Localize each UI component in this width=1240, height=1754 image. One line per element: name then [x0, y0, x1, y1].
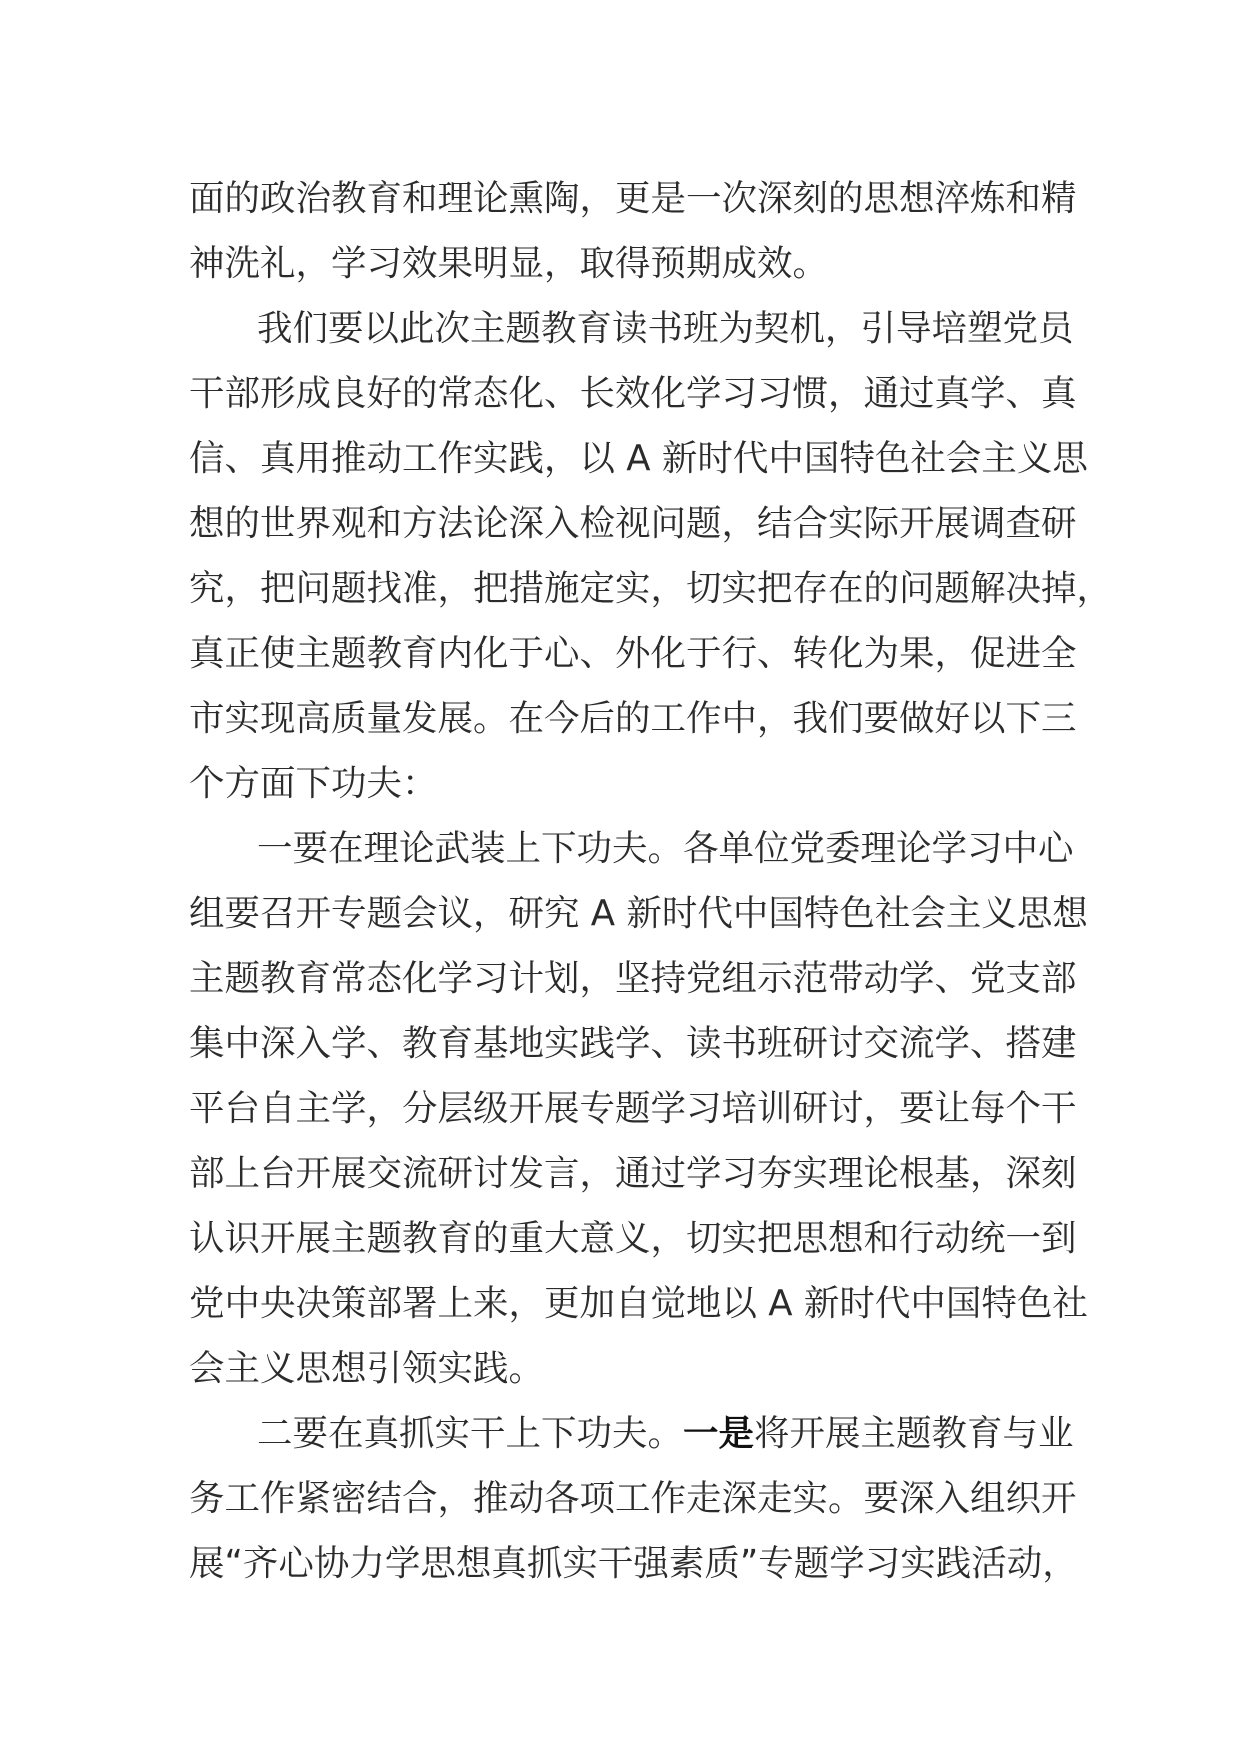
text-line: 务工作紧密结合，推动各项工作走深走实。要深入组织开 [189, 1478, 1077, 1519]
text-line: 展“齐心协力学思想真抓实干强素质”专题学习实践活动， [189, 1543, 1078, 1584]
text-line: 主题教育常态化学习计划，坚持党组示范带动学、党支部 [189, 958, 1077, 999]
text-line: 平台自主学，分层级开展专题学习培训研讨，要让每个干 [189, 1088, 1077, 1129]
text-line: 究，把问题找准，把措施定实，切实把存在的问题解决掉， [189, 568, 1113, 609]
text-line: 市实现高质量发展。在今后的工作中，我们要做好以下三 [189, 698, 1077, 739]
text-line: 会主义思想引领实践。 [189, 1348, 545, 1389]
paragraph-start-line: 我们要以此次主题教育读书班为契机，引导培塑党员 [257, 308, 1074, 349]
text-line: 个方面下功夫： [189, 763, 438, 804]
paragraph-heading: 二要在真抓实干上下功夫。 [257, 1413, 684, 1454]
text-line: 组要召开专题会议，研究 A 新时代中国特色社会主义思想 [189, 893, 1088, 934]
text-line: 集中深入学、教育基地实践学、读书班研讨交流学、搭建 [189, 1023, 1077, 1064]
text-line: 真正使主题教育内化于心、外化于行、转化为果，促进全 [189, 633, 1077, 674]
text-line: 部上台开展交流研讨发言，通过学习夯实理论根基，深刻 [189, 1153, 1077, 1194]
text-line: 党中央决策部署上来，更加自觉地以 A 新时代中国特色社 [189, 1283, 1088, 1324]
text-line: 干部形成良好的常态化、长效化学习习惯，通过真学、真 [189, 373, 1077, 414]
text-line: 想的世界观和方法论深入检视问题，结合实际开展调查研 [189, 503, 1077, 544]
bold-emphasis: 一是 [683, 1413, 755, 1454]
document-body [189, 166, 1113, 1596]
text-span: 将开展主题教育与业 [754, 1413, 1074, 1454]
paragraph-start-line: 一要在理论武装上下功夫。各单位党委理论学习中心 [257, 828, 1074, 869]
text-line: 面的政治教育和理论熏陶，更是一次深刻的思想淬炼和精 [189, 178, 1077, 219]
text-line: 认识开展主题教育的重大意义，切实把思想和行动统一到 [189, 1218, 1077, 1259]
text-line: 信、真用推动工作实践，以 A 新时代中国特色社会主义思 [189, 438, 1088, 479]
paragraph-start-line [189, 1401, 1074, 1466]
text-line: 神洗礼，学习效果明显，取得预期成效。 [189, 243, 829, 284]
